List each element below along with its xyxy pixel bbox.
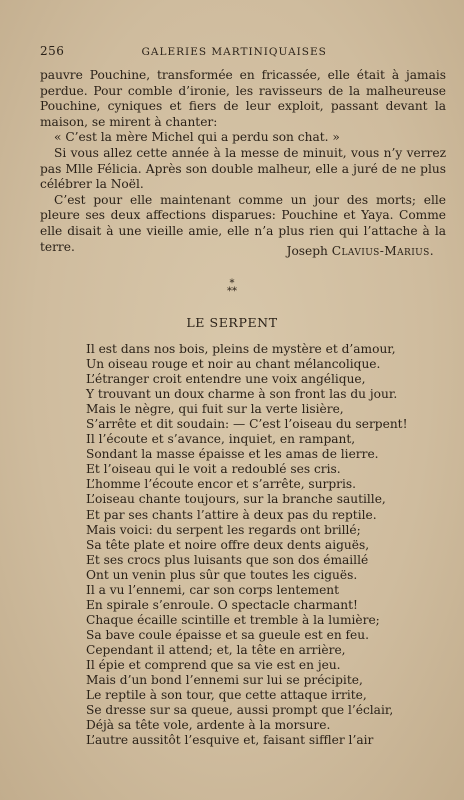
poem-line: L’homme l’écoute encor et s’arrête, surpris.	[86, 477, 357, 492]
author-first-name: Joseph	[286, 244, 328, 258]
prose-paragraph: pauvre Pouchine, transformée en fricassée, elle était à jamais perdue. Pour comble d’ironie, les ravisseurs de la malheureuse Pouchine, cyniques et fiers de leur exploit, passant devant la maison, se mirent à chanter:	[40, 68, 446, 129]
asterism-bottom: **	[227, 286, 237, 297]
poem-line: Déjà sa tête vole, ardente à la morsure.	[86, 718, 331, 733]
poem-line: Il a vu l’ennemi, car son corps lentement	[86, 582, 340, 597]
poem-line: L’oiseau chante toujours, sur la branche sautille,	[86, 492, 386, 507]
poem-line: Mais voici: du serpent les regards ont brillé;	[86, 522, 361, 537]
asterism-top: *	[229, 278, 235, 289]
poem-line: Il est dans nos bois, pleins de mystère et d’amour,	[86, 342, 396, 356]
poem-line: L’autre aussitôt l’esquive et, faisant siffler l’air	[86, 733, 374, 748]
asterism-separator	[0, 280, 464, 296]
prose-quote: « C’est la mère Michel qui a perdu son chat. »	[54, 130, 340, 145]
poem-line: Il l’écoute et s’avance, inquiet, en rampant,	[86, 432, 356, 447]
poem-line: Et par ses chants l’attire à deux pas du reptile.	[86, 507, 377, 522]
page-number: 256	[40, 44, 65, 58]
poem-line: Mais d’un bond l’ennemi sur lui se précipite,	[86, 673, 363, 688]
page-header	[40, 44, 424, 58]
author-last-name: Clavius-Marius.	[331, 244, 434, 258]
poem-line: Y trouvant un doux charme à son front las du jour.	[86, 387, 398, 402]
author-signature	[287, 244, 434, 258]
poem-line: Chaque écaille scintille et tremble à la lumière;	[86, 612, 380, 627]
poem-line: S’arrête et dit soudain: — C’est l’oiseau du serpent!	[86, 417, 408, 432]
poem-line: Se dresse sur sa queue, aussi prompt que l’éclair,	[86, 703, 394, 718]
poem-line: Sondant la masse épaisse et les amas de lierre.	[86, 447, 379, 462]
poem-line: En spirale s’enroule. O spectacle charmant!	[86, 597, 358, 612]
prose-paragraph: C’est pour elle maintenant comme un jour des morts; elle pleure ses deux affections disparues: Pouchine et Yaya. Comme elle disait à une vieille amie, elle n’a plus rien qui l’attache à la terre.	[40, 192, 446, 254]
poem-line: Sa bave coule épaisse et sa gueule est en feu.	[86, 627, 369, 642]
poem-line: Et l’oiseau qui le voit a redoublé ses cris.	[86, 462, 341, 477]
poem-line: Sa tête plate et noire offre deux dents aiguës,	[86, 537, 370, 552]
poem-line: Cependant il attend; et, la tête en arrière,	[86, 642, 346, 657]
prose-block	[40, 68, 446, 255]
poem-body	[86, 342, 446, 748]
poem-line: Mais le nègre, qui fuit sur la verte lisière,	[86, 402, 344, 417]
poem-line: Le reptile à son tour, que cette attaque irrite,	[86, 688, 367, 703]
poem-line: Un oiseau rouge et noir au chant mélancolique.	[86, 357, 381, 372]
prose-paragraph: Si vous allez cette année à la messe de minuit, vous n’y verrez pas Mlle Félicia. Après son double malheur, elle a juré de ne plus célébrer la Noël.	[40, 145, 446, 192]
poem-title: LE SERPENT	[186, 315, 278, 330]
poem-line: Ont un venin plus sûr que toutes les ciguës.	[86, 567, 358, 582]
poem-line: Et ses crocs plus luisants que son dos émaillé	[86, 552, 369, 567]
poem-line: L’étranger croit entendre une voix angélique,	[86, 372, 366, 387]
running-title: GALERIES MARTINIQUAISES	[141, 46, 327, 58]
poem-line: Il épie et comprend que sa vie est en jeu.	[86, 657, 341, 672]
